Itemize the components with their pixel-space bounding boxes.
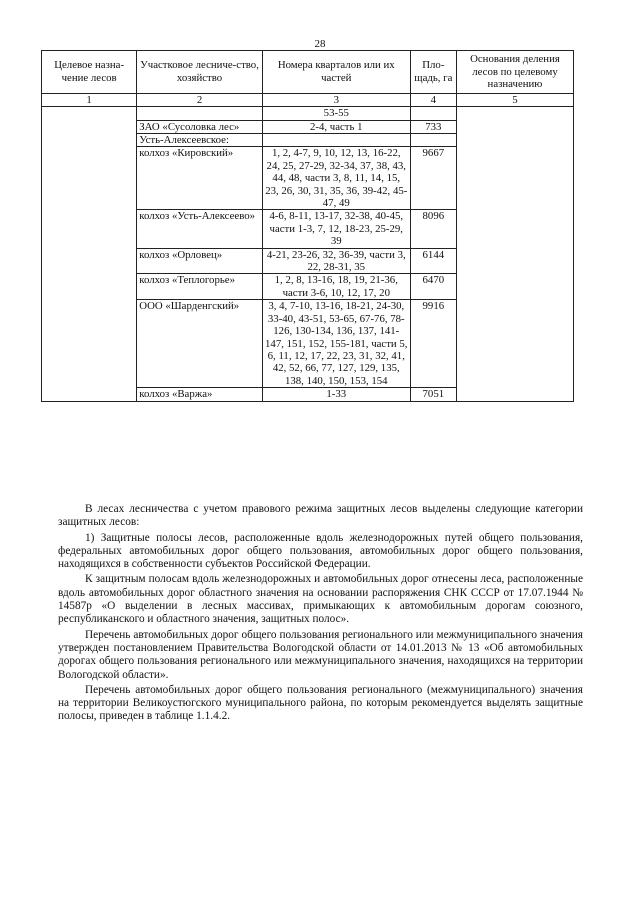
forestry-name: колхоз «Орловец» — [137, 248, 263, 274]
paragraph-category-1: 1) Защитные полосы лесов, расположенные вдоль железнодорожных путей общего пользования, федеральных автомобильных дорог общего пользования, автомобильных дорог общего пользования, находящихся в собственности субъектов Российской Федерации. — [58, 531, 583, 571]
quarter-numbers: 4-6, 8-11, 13-17, 32-38, 40-45, части 1-3, 7, 12, 18-23, 25-29, 39 — [262, 210, 410, 248]
forestry-name: ЗАО «Сусоловка лес» — [137, 120, 263, 133]
quarter-numbers: 1-33 — [262, 388, 410, 401]
paragraph-table-reference: Перечень автомобильных дорог общего пользования регионального (межмуниципального) значения на территории Великоустюгского муниципального района, по которым рекомендуется выделять защитные полосы, приведен в таблице 1.1.4.2. — [58, 683, 583, 723]
forestry-name: колхоз «Усть-Алексеево» — [137, 210, 263, 248]
forestry-name: колхоз «Теплогорье» — [137, 274, 263, 300]
quarter-numbers: 4-21, 23-26, 32, 36-39, части 3, 22, 28-31, 35 — [262, 248, 410, 274]
column-number: 4 — [410, 93, 456, 106]
column-number-row — [42, 93, 574, 106]
quarter-numbers: 3, 4, 7-10, 13-16, 18-21, 24-30, 33-40, 43-51, 53-65, 67-76, 78-126, 130-134, 136, 137, 141-147, 151, 152, 155-181, части 5, 6, 11, 12, 17, 22, 23, 31, 32, 41, 42, 52, 66, 77, 127, 129, 135, 138, 140, 150, 153, 154 — [262, 300, 410, 388]
area-value: 733 — [410, 120, 456, 133]
forestry-name: Усть-Алексеевское: — [137, 134, 263, 147]
area-value: 9667 — [410, 147, 456, 210]
area-value — [410, 107, 456, 120]
column-number: 3 — [262, 93, 410, 106]
area-value: 6144 — [410, 248, 456, 274]
area-value: 6470 — [410, 274, 456, 300]
forestry-name: колхоз «Кировский» — [137, 147, 263, 210]
forestry-name: ООО «Шарденгский» — [137, 300, 263, 388]
column-number: 1 — [42, 93, 137, 106]
page-number: 28 — [314, 38, 326, 50]
quarter-numbers: 2-4, часть 1 — [262, 120, 410, 133]
table-header-row — [42, 51, 574, 94]
purpose-cell — [42, 107, 137, 401]
column-number: 2 — [137, 93, 263, 106]
area-value: 7051 — [410, 388, 456, 401]
area-value: 8096 — [410, 210, 456, 248]
column-number: 5 — [456, 93, 573, 106]
header-forestry: Участковое лесниче-ство, хозяйство — [137, 51, 263, 94]
header-purpose: Целевое назна-чение лесов — [42, 51, 137, 94]
paragraph-roads-list: Перечень автомобильных дорог общего пользования регионального или межмуниципального значения утвержден постановлением Правительства Вологодской области от 14.01.2013 № 13 «Об автомобильных дорогах общего пользования регионального или межмуниципального значения, находящихся на территории Вологодской области». — [58, 628, 583, 681]
area-value: 9916 — [410, 300, 456, 388]
paragraph-protective-strips: К защитным полосам вдоль железнодорожных и автомобильных дорог отнесены леса, расположенные вдоль автомобильных дорог областного значения на основании распоряжения СНК СССР от 17.07.1944 № 14587р «О выделении в лесных массивах, примыкающих к автомобильным дорогам союзного, республиканского и областного значения, защитных полос». — [58, 573, 583, 626]
table-row — [42, 107, 574, 120]
quarter-numbers: 1, 2, 8, 13-16, 18, 19, 21-36, части 3-6, 10, 12, 17, 20 — [262, 274, 410, 300]
body-text — [58, 503, 583, 726]
quarter-numbers — [262, 134, 410, 147]
quarter-numbers: 1, 2, 4-7, 9, 10, 12, 13, 16-22, 24, 25, 27-29, 32-34, 37, 38, 43, 44, 48, части 3, 8, 11, 14, 15, 23, 26, 30, 31, 35, 36, 39-42, 45-47, 49 — [262, 147, 410, 210]
paragraph-intro: В лесах лесничества с учетом правового режима защитных лесов выделены следующие категории защитных лесов: — [58, 503, 583, 529]
header-quarters: Номера кварталов или их частей — [262, 51, 410, 94]
forestry-name: колхоз «Варжа» — [137, 388, 263, 401]
header-basis: Основания деления лесов по целевому назначению — [456, 51, 573, 94]
area-value — [410, 134, 456, 147]
protective-forests-table — [41, 50, 574, 402]
forestry-name — [137, 107, 263, 120]
header-area: Пло-щадь, га — [410, 51, 456, 94]
basis-cell — [456, 107, 573, 401]
quarter-numbers: 53-55 — [262, 107, 410, 120]
